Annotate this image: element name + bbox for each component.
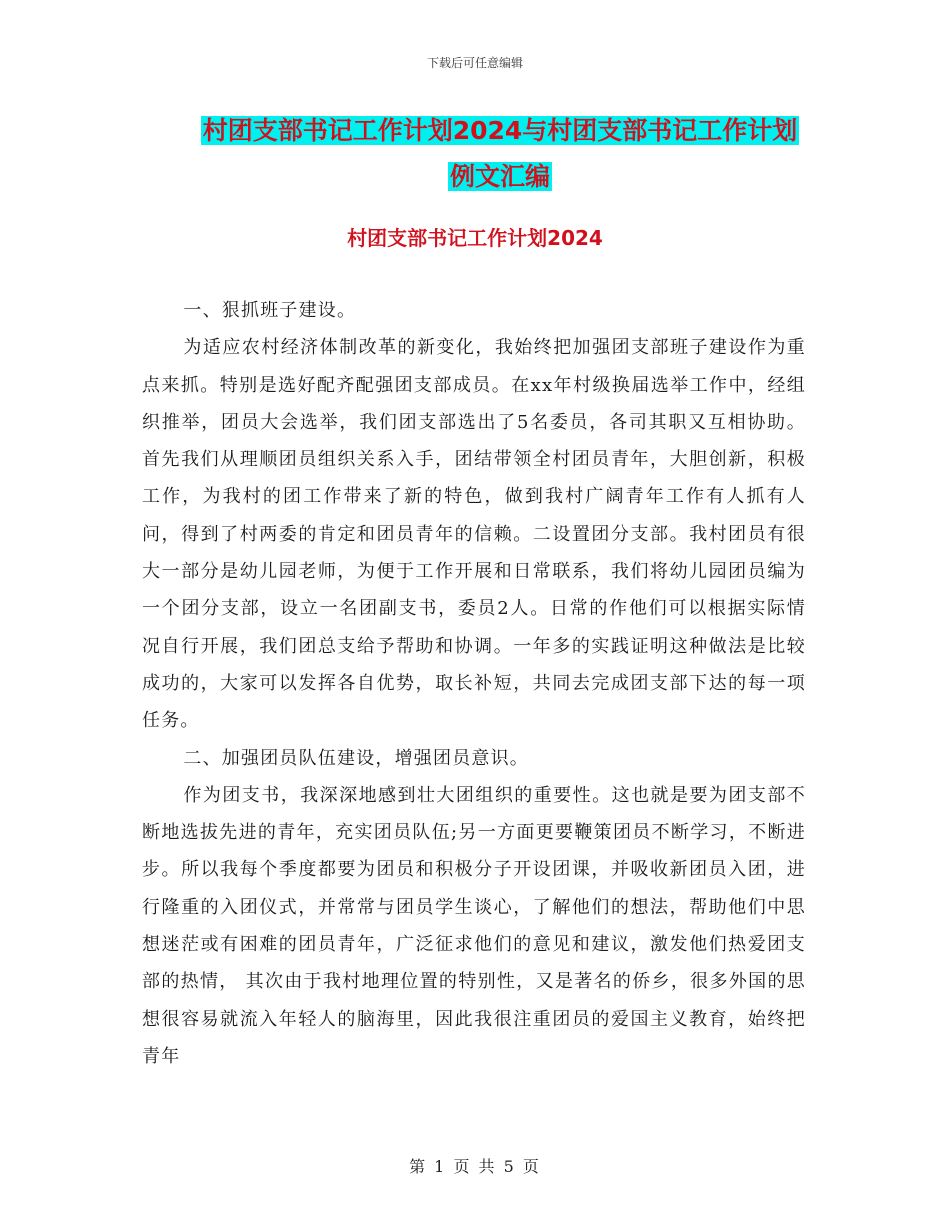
paragraph: 作为团支书，我深深地感到壮大团组织的重要性。这也就是要为团支部不断地选拔先进的青年，充实团员队伍;另一方面更要鞭策团员不断学习，不断进步。所以我每个季度都要为团员和积极分子开设团课，并吸收新团员入团，进行隆重的入团仪式，并常常与团员学生谈心，了解他们的想法，帮助他们中思想迷茫或有困难的团员青年，广泛征求他们的意见和建议，激发他们热爱团支部的热情， 其次由于我村地理位置的特别性，又是著名的侨乡，很多外国的思想很容易就流入年轻人的脑海里，因此我很注重团员的爱国主义教育，始终把青年: [142, 784, 806, 1067]
page-number: 第 1 页 共 5 页: [409, 1157, 541, 1176]
paragraph-heading-1: 一、狠抓班子建设。: [183, 300, 357, 321]
paragraph: 为适应农村经济体制改革的新变化，我始终把加强团支部班子建设作为重点来抓。特别是选好配齐配强团支部成员。在xx年村级换届选举工作中，经组织推举，团员大会选举，我们团支部选出了5名委员，各司其职又互相协助。首先我们从理顺团员组织关系入手，团结带领全村团员青年，大胆创新，积极工作，为我村的团工作带来了新的特色，做到我村广阔青年工作有人抓有人问，得到了村两委的肯定和团员青年的信赖。二设置团分支部。我村团员有很大一部分是幼儿园老师，为便于工作开展和日常联系，我们将幼儿园团员编为一个团分支部，设立一名团副支书，委员2人。日常的作他们可以根据实际情况自行开展，我们团总支给予帮助和协调。一年多的实践证明这种做法是比较成功的，大家可以发挥各自优势，取长补短，共同去完成团支部下达的每一项任务。: [142, 337, 806, 732]
document-title-line-2: 例文汇编: [449, 162, 550, 191]
section-title: 村团支部书记工作计划2024: [347, 226, 603, 250]
document-title: [150, 108, 850, 200]
document-title-line-1: 村团支部书记工作计划2024与村团支部书记工作计划: [202, 116, 798, 145]
document-body: [142, 292, 806, 1075]
paragraph-heading-2: 二、加强团员队伍建设，增强团员意识。: [183, 747, 529, 769]
header-note: 下载后可任意编辑: [426, 56, 523, 70]
